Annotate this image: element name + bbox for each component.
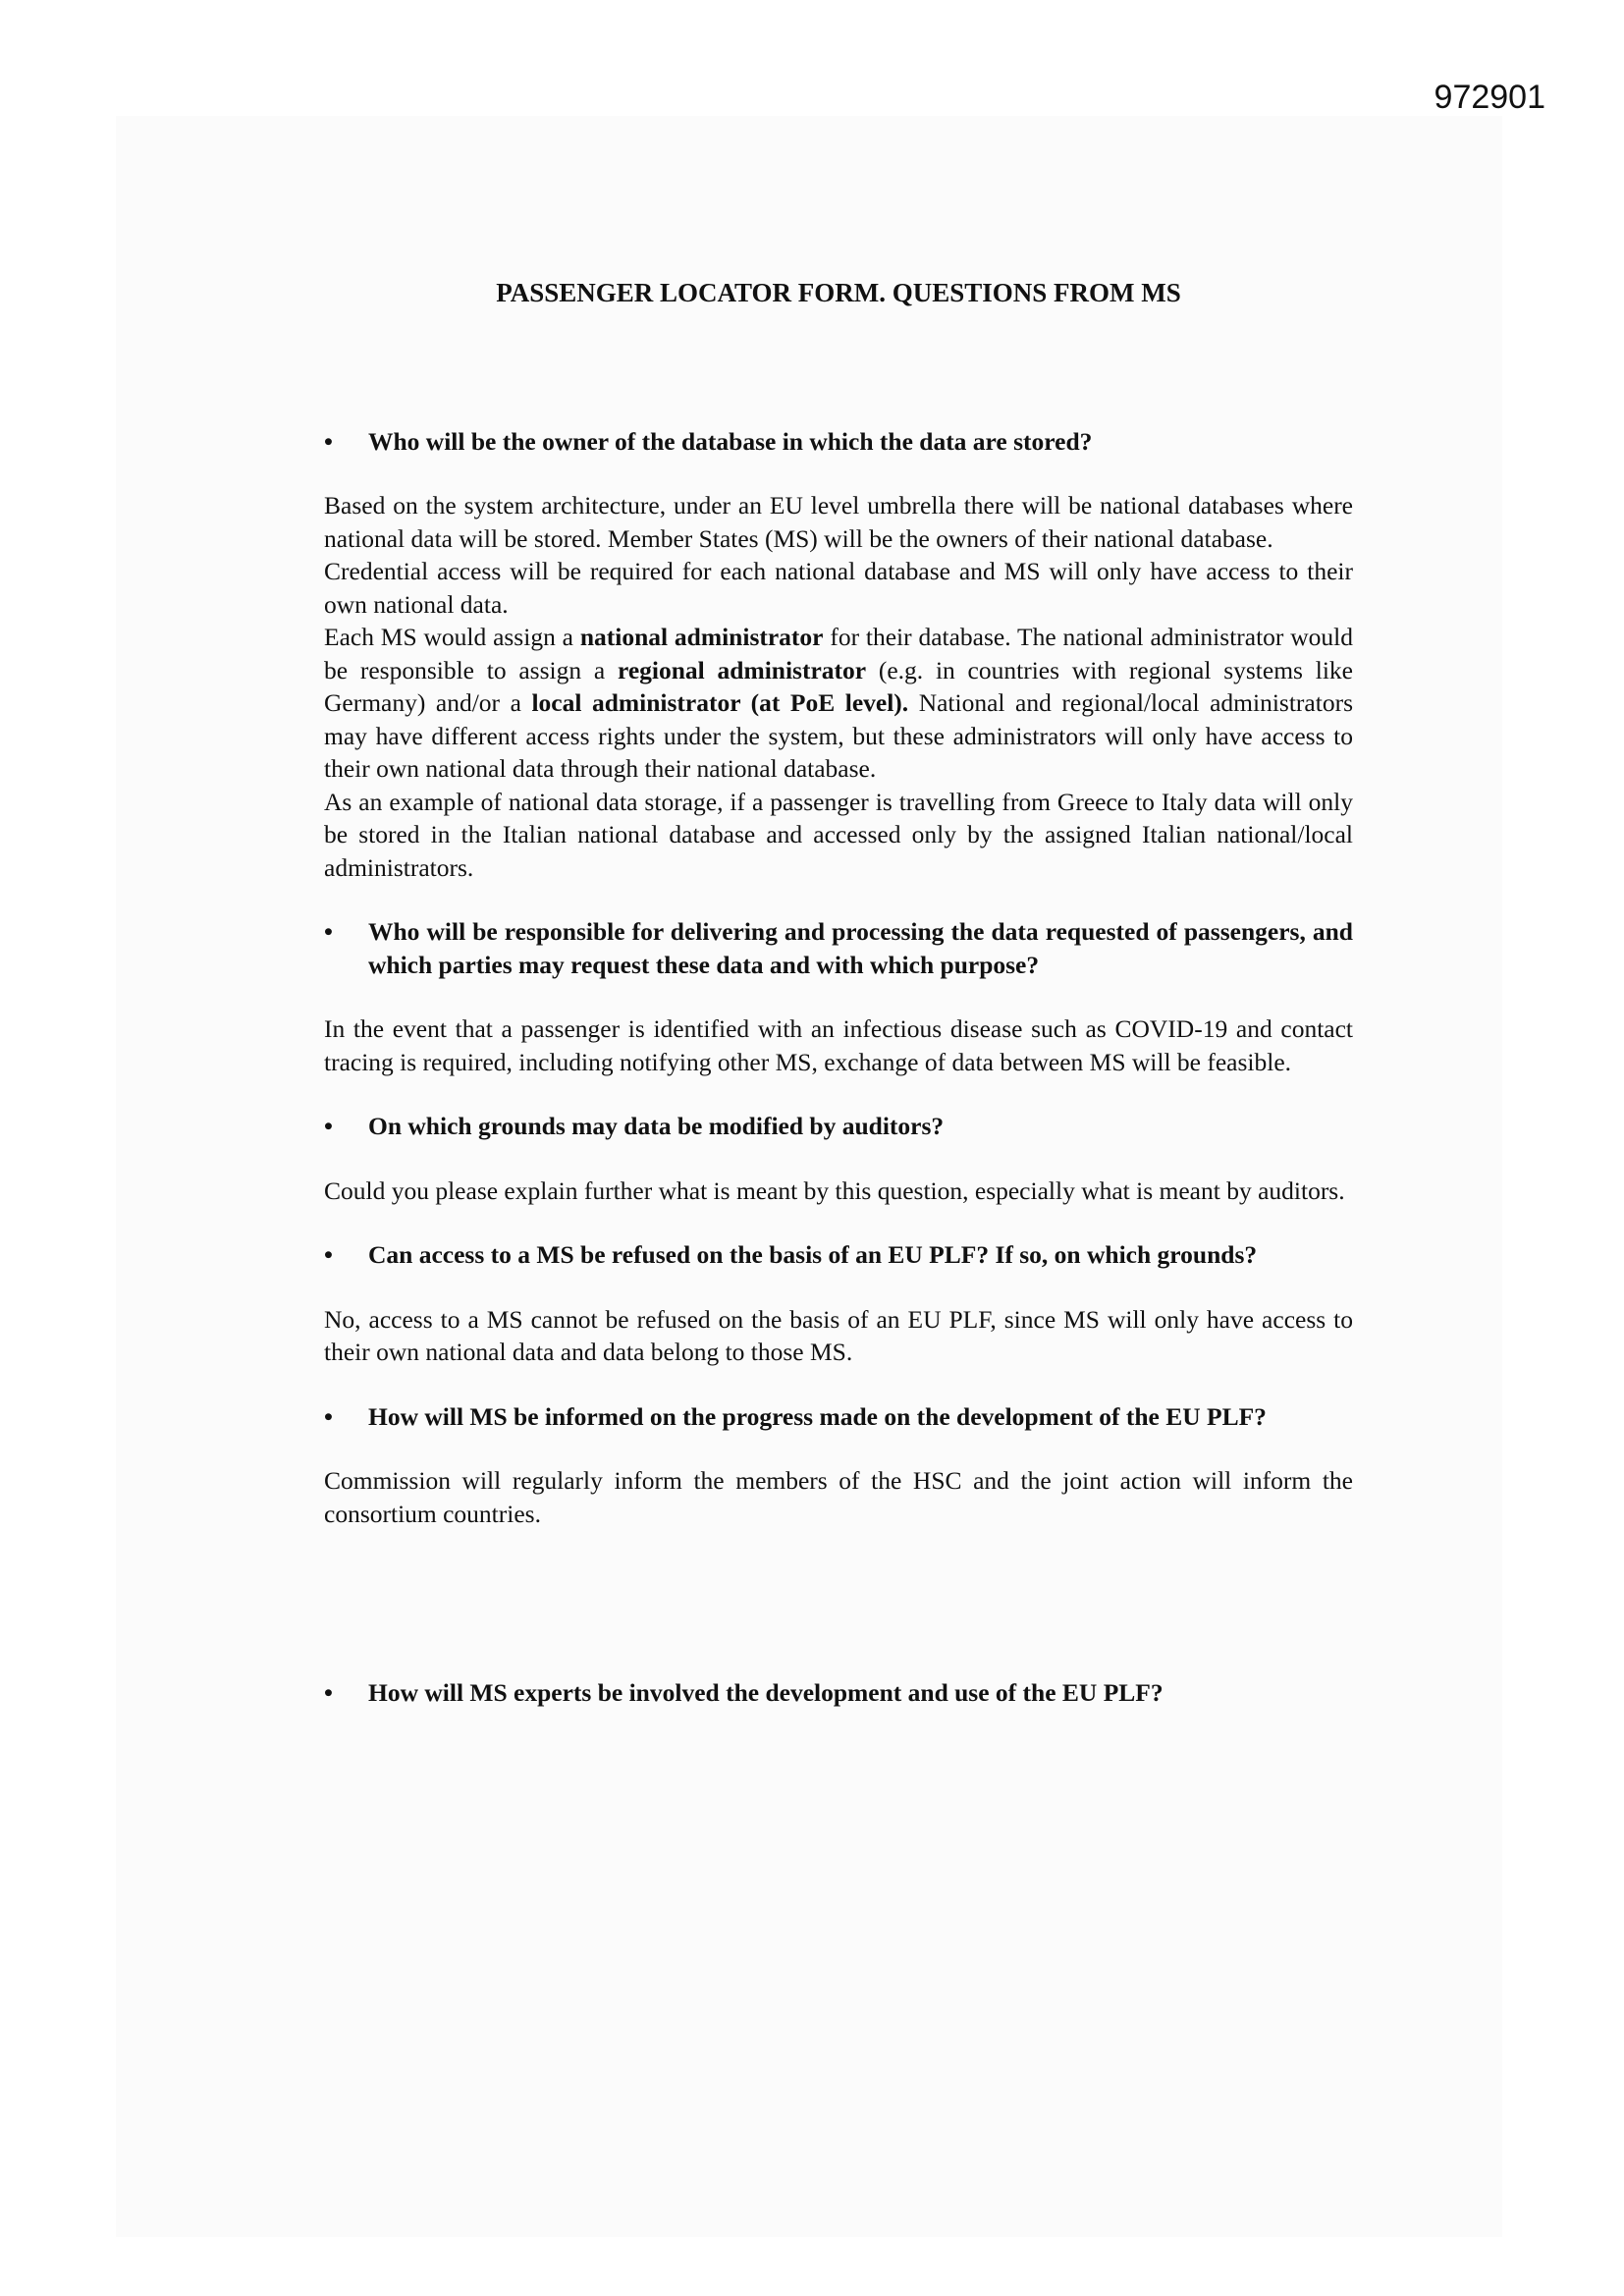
national-administrator-term: national administrator [579, 623, 824, 651]
document-number: 972901 [1434, 79, 1545, 116]
question-1-text: Who will be the owner of the database in which the data are stored? [368, 426, 1093, 456]
bullet-icon: • [324, 917, 333, 946]
document-body [324, 277, 1353, 1710]
question-3 [324, 1110, 1353, 1143]
question-2-text: Who will be responsible for delivering and processing the data requested of passengers, and which parties may request these data and with which purpose? [368, 917, 1353, 979]
question-6 [324, 1676, 1353, 1710]
answer-3-text: Could you please explain further what is meant by this question, especially what is meant by auditors. [324, 1175, 1345, 1205]
section-spacer [324, 1561, 1353, 1676]
question-3-text: On which grounds may data be modified by auditors? [368, 1112, 945, 1140]
answer-2-text: In the event that a passenger is identified with an infectious disease such as COVID-19 and contact tracing is required, including notifying other MS, exchange of data between MS will be feasible. [324, 1014, 1353, 1076]
bullet-icon: • [324, 426, 333, 456]
question-5 [324, 1400, 1353, 1434]
regional-administrator-term: regional administrator [617, 655, 867, 684]
bullet-icon: • [324, 1112, 333, 1140]
answer-1-paragraph-4: As an example of national data storage, if a passenger is travelling from Greece to Italy data will only be stored in the Italian national database and accessed only by the assigned Italian national/local administrators. [324, 787, 1353, 882]
answer-3 [324, 1175, 1353, 1208]
answer-1-text: (e.g. in countries with regional systems like Germany) and/or a [324, 655, 1353, 717]
bullet-icon: • [324, 1401, 333, 1431]
bullet-icon: • [324, 1240, 333, 1269]
answer-1-paragraph-3 [324, 621, 1353, 786]
bullet-icon: • [324, 1678, 333, 1707]
answer-2 [324, 1012, 1353, 1078]
question-6-text: How will MS experts be involved the development and use of the EU PLF? [368, 1678, 1164, 1707]
answer-1-paragraph-2: Credential access will be required for each national database and MS will only have access to their own national data. [324, 557, 1353, 619]
answer-1-text: for their database. The national administrator would be responsible to assign a [324, 623, 1353, 684]
answer-4 [324, 1303, 1353, 1369]
answer-4-text: No, access to a MS cannot be refused on the basis of an EU PLF, since MS will only have access to their own national data and data belong to those MS. [324, 1304, 1353, 1366]
answer-5 [324, 1464, 1353, 1530]
question-5-text: How will MS be informed on the progress made on the development of the EU PLF? [368, 1401, 1267, 1431]
question-4-text: Can access to a MS be refused on the basis of an EU PLF? If so, on which grounds? [368, 1240, 1258, 1269]
answer-1-paragraph-1: Based on the system architecture, under an EU level umbrella there will be national databases where national data will be stored. Member States (MS) will be the owners of their national database. [324, 491, 1353, 553]
question-2 [324, 915, 1353, 981]
local-administrator-term: local administrator (at PoE level). [531, 688, 909, 717]
question-4 [324, 1238, 1353, 1272]
question-1 [324, 425, 1353, 459]
answer-1-text: Each MS would assign a [324, 623, 580, 651]
document-title: PASSENGER LOCATOR FORM. QUESTIONS FROM MS [496, 278, 1181, 307]
answer-1 [324, 489, 1353, 884]
answer-5-text: Commission will regularly inform the members of the HSC and the joint action will inform the consortium countries. [324, 1466, 1353, 1528]
answer-1-text: National and regional/local administrators may have different access rights under the system, but these administrators will only have access to their own national data through their national database. [324, 688, 1353, 783]
